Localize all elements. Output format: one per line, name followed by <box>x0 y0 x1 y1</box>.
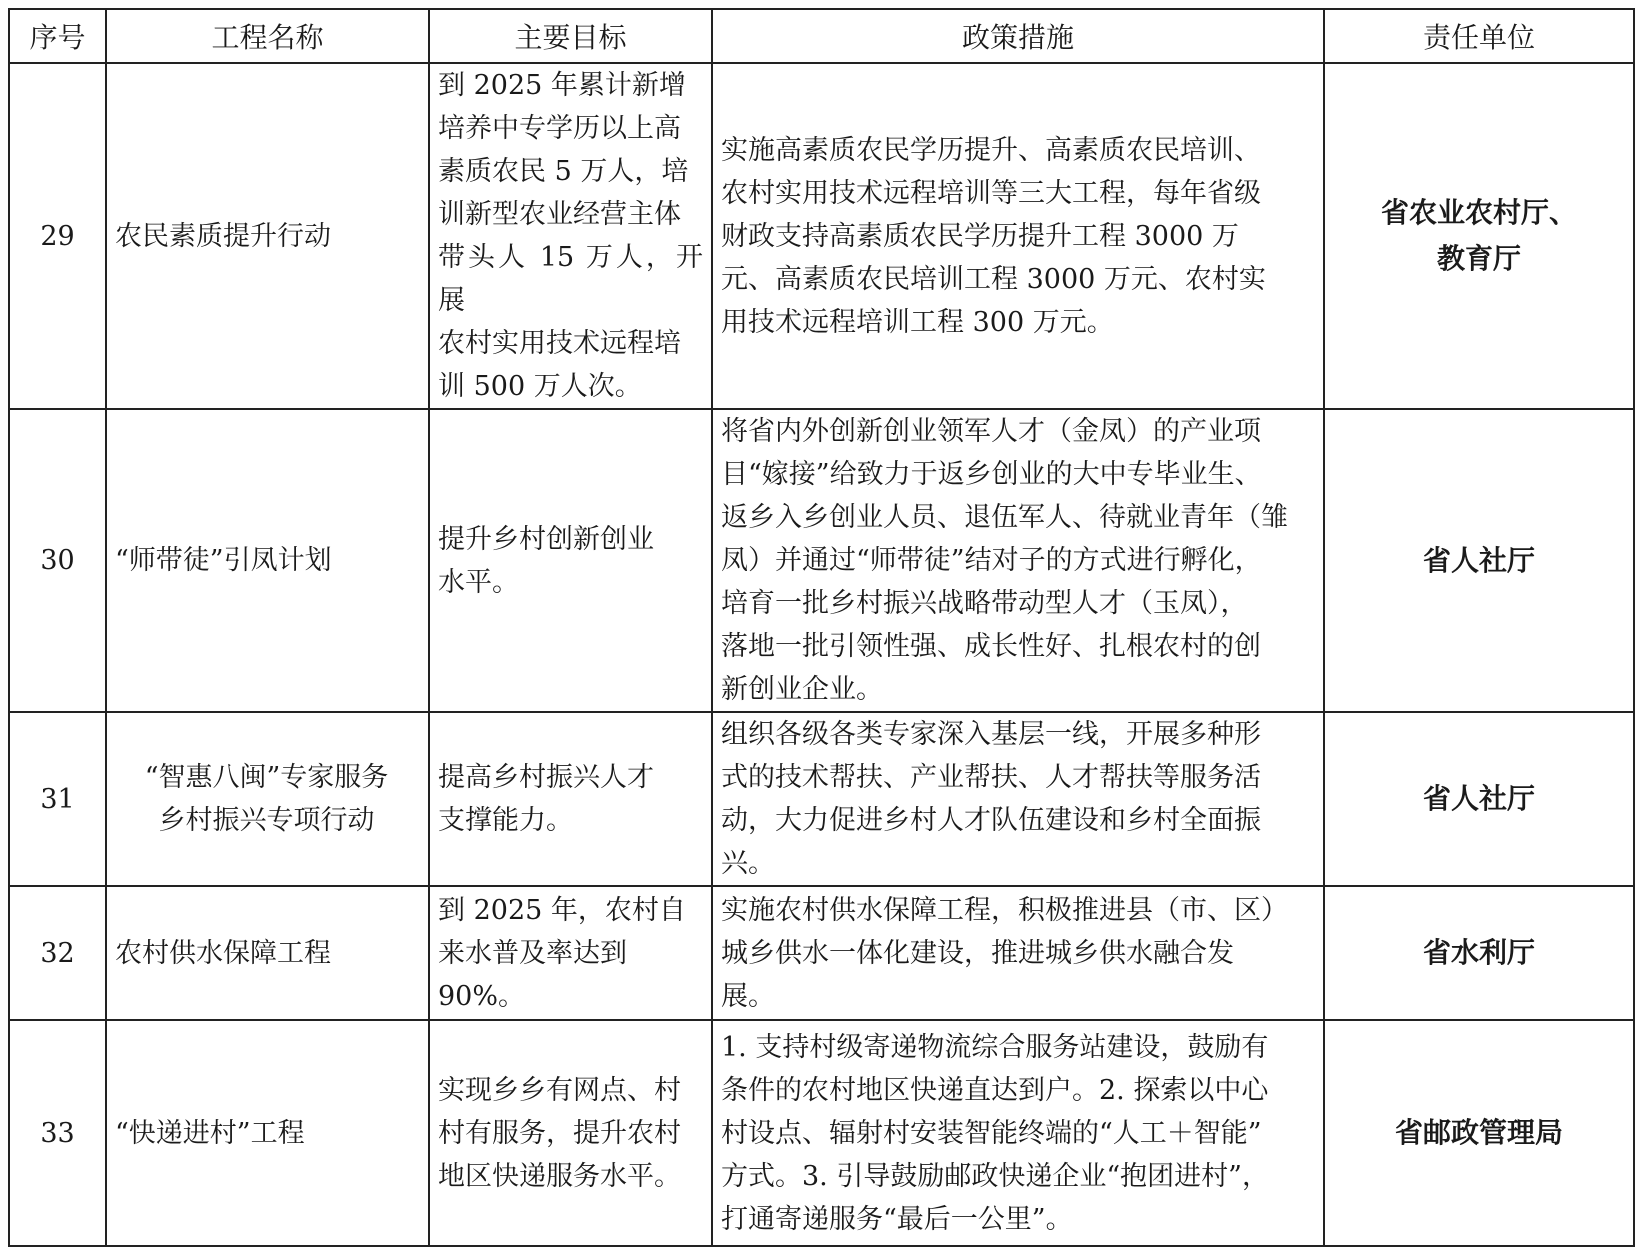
row-project-name <box>106 409 429 712</box>
unit-text: 省水利厅 <box>1422 936 1535 969</box>
unit-text: 省农业农村厅、 教育厅 <box>1380 196 1577 275</box>
table-row <box>9 1020 1634 1246</box>
row-policy-measures <box>712 886 1324 1020</box>
project-name-text: “师带徒”引凤计划 <box>115 545 332 576</box>
header-responsible-unit: 责任单位 <box>1324 9 1634 63</box>
goal-text: 提高乡村振兴人才 支撑能力。 <box>438 762 654 836</box>
row-responsible-unit <box>1324 712 1634 886</box>
project-name-text: “快递进村”工程 <box>115 1117 305 1149</box>
policy-text: 实施高素质农民学历提升、高素质农民培训、 农村实用技术远程培训等三大工程，每年省级 财政支持高素质农民学历提升工程 3000 万 元、高素质农民培训工程 3000 万元、农村实 用技术远程培训工程 300 万元。 <box>721 134 1266 338</box>
policy-text: 组织各级各类专家深入基层一线，开展多种形 式的技术帮扶、产业帮扶、人才帮扶等服务活 动，大力促进乡村人才队伍建设和乡村全面振 兴。 <box>721 719 1261 879</box>
goal-text: 到 2025 年，农村自 来水普及率达到 90%。 <box>438 894 686 1012</box>
unit-text: 省人社厅 <box>1422 782 1535 815</box>
project-name-text: 农民素质提升行动 <box>115 220 331 252</box>
unit-text: 省人社厅 <box>1422 543 1535 577</box>
project-name-text: “智惠八闽”专家服务 乡村振兴专项行动 <box>144 762 389 836</box>
policy-text: 实施农村供水保障工程，积极推进县（市、区） 城乡供水一体化建设，推进城乡供水融合发 展。 <box>721 894 1288 1012</box>
row-main-goal <box>429 886 712 1020</box>
table-row <box>9 63 1634 409</box>
table-header <box>9 9 1634 63</box>
row-project-name <box>106 1020 429 1246</box>
goal-text: 提升乡村创新创业 水平。 <box>438 523 654 598</box>
header-row <box>9 9 1634 63</box>
row-project-name <box>106 712 429 886</box>
row-policy-measures <box>712 63 1324 409</box>
row-seq: 31 <box>9 712 106 886</box>
goal-text: 到 2025 年累计新增 培养中专学历以上高 素质农民 5 万人，培 训新型农业经营主体 带头人 15 万人，开展 农村实用技术远程培 训 500 万人次。 <box>438 70 703 402</box>
header-policy-measures: 政策措施 <box>712 9 1324 63</box>
unit-text: 省邮政管理局 <box>1394 1116 1563 1149</box>
row-project-name <box>106 63 429 409</box>
table-row <box>9 712 1634 886</box>
header-project-name: 工程名称 <box>106 9 429 63</box>
row-policy-measures <box>712 1020 1324 1246</box>
table-row <box>9 409 1634 712</box>
row-main-goal <box>429 712 712 886</box>
table-body <box>9 63 1634 1246</box>
project-name-text: 农村供水保障工程 <box>115 937 331 969</box>
row-project-name <box>106 886 429 1020</box>
policy-text: 1. 支持村级寄递物流综合服务站建设，鼓励有 条件的农村地区快递直达到户。2. 探索以中心 村设点、辐射村安装智能终端的“人工＋智能” 方式。3. 引导鼓励邮政快递企业“抱团进村”， 打通寄递服务“最后一公里”。 <box>721 1031 1269 1235</box>
row-responsible-unit <box>1324 63 1634 409</box>
row-main-goal <box>429 63 712 409</box>
policy-text: 将省内外创新创业领军人才（金凤）的产业项 目“嫁接”给致力于返乡创业的大中专毕业生、 返乡入乡创业人员、退伍军人、待就业青年（雏 凤）并通过“师带徒”结对子的方式进行孵化， 培育一批乡村振兴战略带动型人才（玉凤）， 落地一批引领性强、成长性好、扎根农村的创 新创业企业。 <box>721 416 1288 705</box>
row-policy-measures <box>712 712 1324 886</box>
goal-text: 实现乡乡有网点、村 村有服务，提升农村 地区快递服务水平。 <box>438 1074 681 1192</box>
row-main-goal <box>429 1020 712 1246</box>
row-seq: 32 <box>9 886 106 1020</box>
row-seq: 30 <box>9 409 106 712</box>
row-responsible-unit <box>1324 1020 1634 1246</box>
header-main-goal: 主要目标 <box>429 9 712 63</box>
row-policy-measures <box>712 409 1324 712</box>
row-responsible-unit <box>1324 409 1634 712</box>
project-table <box>8 8 1635 1247</box>
row-main-goal <box>429 409 712 712</box>
row-seq: 33 <box>9 1020 106 1246</box>
header-seq: 序号 <box>9 9 106 63</box>
row-seq: 29 <box>9 63 106 409</box>
table-row <box>9 886 1634 1020</box>
row-responsible-unit <box>1324 886 1634 1020</box>
